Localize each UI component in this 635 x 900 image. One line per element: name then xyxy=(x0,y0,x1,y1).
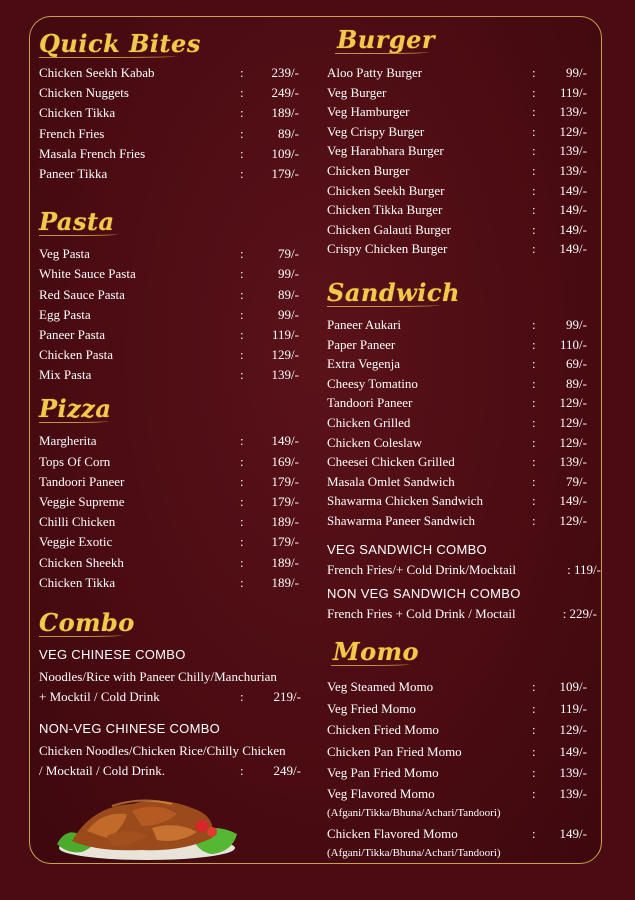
menu-item xyxy=(327,220,589,240)
nonveg-chinese-combo-price: 249/- xyxy=(273,762,301,778)
pasta-list xyxy=(39,244,301,385)
item-price: 149/- xyxy=(559,182,587,198)
nonveg-sandwich-combo-price: : 229/- xyxy=(562,606,597,622)
colon: : xyxy=(240,534,244,550)
item-price: 179/- xyxy=(271,473,299,489)
colon: : xyxy=(240,514,244,530)
item-name: Shawarma Paneer Sandwich xyxy=(327,512,476,528)
colon: : xyxy=(532,84,536,100)
item-name: French Fries xyxy=(39,125,105,141)
item-price: 149/- xyxy=(559,743,587,759)
colon: : xyxy=(532,826,536,842)
menu-item xyxy=(39,63,301,83)
colon: : xyxy=(532,182,536,198)
menu-item-chicken-flavored-momo xyxy=(327,823,589,844)
colon: : xyxy=(532,454,536,470)
momo-list xyxy=(327,676,589,783)
colon: : xyxy=(240,688,244,704)
item-name: Chicken Nuggets xyxy=(39,85,129,101)
sandwich-list xyxy=(327,315,589,531)
veg-sandwich-combo-line xyxy=(327,560,601,580)
colon: : xyxy=(532,679,536,695)
colon: : xyxy=(240,85,244,101)
item-name: Masala French Fries xyxy=(39,145,146,161)
item-price: 129/- xyxy=(559,395,587,411)
item-price: 129/- xyxy=(559,512,587,528)
veg-sandwich-combo-title: VEG SANDWICH COMBO xyxy=(327,542,487,558)
menu-item xyxy=(39,452,301,472)
menu-item xyxy=(39,472,301,492)
item-name: Chicken Sheekh xyxy=(39,554,124,570)
menu-item xyxy=(39,103,301,123)
item-name: Aloo Patty Burger xyxy=(327,65,423,80)
colon: : xyxy=(532,512,536,528)
menu-item xyxy=(39,144,301,164)
item-price: 99/- xyxy=(278,306,299,322)
veg-chinese-combo-line1: Noodles/Rice with Paneer Chilly/Manchurian xyxy=(39,668,277,684)
item-name: Veg Crispy Burger xyxy=(327,123,425,139)
veg-sandwich-combo-desc: French Fries/+ Cold Drink/Mocktail xyxy=(327,562,516,578)
menu-item xyxy=(327,413,589,433)
item-name: Chicken Fried Momo xyxy=(327,722,439,738)
nonveg-sandwich-combo-line xyxy=(327,604,597,624)
colon: : xyxy=(240,554,244,570)
item-price: 139/- xyxy=(559,162,587,178)
colon: : xyxy=(532,123,536,139)
menu-item xyxy=(39,365,301,385)
colon: : xyxy=(240,574,244,590)
colon: : xyxy=(240,125,244,141)
menu-item xyxy=(327,354,589,374)
sandwich-title: Sandwich xyxy=(327,277,460,307)
item-price: 149/- xyxy=(559,493,587,509)
colon: : xyxy=(532,786,536,802)
menu-item xyxy=(39,305,301,325)
item-name: Chicken Seekh Burger xyxy=(327,182,445,198)
item-price: 139/- xyxy=(271,367,299,383)
item-name: Veg Hamburger xyxy=(327,104,410,120)
menu-item xyxy=(39,492,301,512)
item-price: 89/- xyxy=(278,125,299,141)
menu-item xyxy=(327,102,589,122)
pizza-heading xyxy=(39,393,301,425)
colon: : xyxy=(532,241,536,257)
item-name: Shawarma Chicken Sandwich xyxy=(327,493,483,509)
nonveg-chinese-combo-line2 xyxy=(39,761,301,781)
menu-item xyxy=(327,741,589,762)
item-price: 239/- xyxy=(271,65,299,80)
pizza-list xyxy=(39,431,301,593)
item-name: Veg Fried Momo xyxy=(327,700,416,716)
item-name: Paper Paneer xyxy=(327,336,396,352)
item-price: 139/- xyxy=(559,454,587,470)
colon: : xyxy=(240,65,244,80)
item-name: Paneer Tikka xyxy=(39,165,108,181)
item-price: 179/- xyxy=(271,534,299,550)
item-price: 139/- xyxy=(559,765,587,781)
item-name: Crispy Chicken Burger xyxy=(327,241,448,257)
colon: : xyxy=(240,105,244,121)
item-price: 129/- xyxy=(559,414,587,430)
menu-item xyxy=(327,239,589,259)
veg-chinese-combo-line2 xyxy=(39,687,301,707)
item-price: 189/- xyxy=(271,105,299,121)
colon: : xyxy=(532,434,536,450)
nonveg-sandwich-combo-desc: French Fries + Cold Drink / Moctail xyxy=(327,606,516,622)
item-price: 109/- xyxy=(559,679,587,695)
item-name: Extra Vegenja xyxy=(327,356,401,372)
menu-item xyxy=(39,431,301,451)
colon: : xyxy=(532,143,536,159)
burger-heading xyxy=(327,24,589,56)
menu-item xyxy=(327,452,589,472)
item-name: Masala Omlet Sandwich xyxy=(327,473,455,489)
item-name: Veg Steamed Momo xyxy=(327,679,434,695)
item-name: Chicken Seekh Kabab xyxy=(39,65,155,80)
item-name: Chilli Chicken xyxy=(39,514,116,530)
chicken-flavored-momo-options: (Afgani/Tikka/Bhuna/Achari/Tandoori) xyxy=(327,847,501,860)
colon: : xyxy=(532,336,536,352)
item-name: Paneer Pasta xyxy=(39,326,106,342)
veg-chinese-combo-title: VEG CHINESE COMBO xyxy=(39,646,186,662)
item-price: 79/- xyxy=(566,473,587,489)
menu-item xyxy=(327,511,589,531)
menu-item xyxy=(327,181,589,201)
item-name: Chicken Flavored Momo xyxy=(327,826,458,842)
colon: : xyxy=(240,347,244,363)
item-price: 69/- xyxy=(566,356,587,372)
colon: : xyxy=(240,494,244,509)
item-name: Veg Pasta xyxy=(39,246,90,262)
colon: : xyxy=(532,700,536,716)
menu-item xyxy=(39,124,301,144)
item-name: Chicken Burger xyxy=(327,162,410,178)
item-price: 129/- xyxy=(559,722,587,738)
item-price: 149/- xyxy=(271,433,299,449)
item-price: 89/- xyxy=(278,286,299,302)
item-price: 149/- xyxy=(559,826,587,842)
menu-item xyxy=(39,325,301,345)
item-name: White Sauce Pasta xyxy=(39,266,136,282)
nonveg-sandwich-combo-title: NON VEG SANDWICH COMBO xyxy=(327,586,521,602)
veg-chinese-combo-price: 219/- xyxy=(273,688,301,704)
veg-chinese-combo-desc: + Mocktil / Cold Drink xyxy=(39,688,160,704)
item-name: Tandoori Paneer xyxy=(327,395,413,411)
item-price: 149/- xyxy=(559,221,587,237)
colon: : xyxy=(532,162,536,178)
colon: : xyxy=(240,326,244,342)
item-price: 149/- xyxy=(559,241,587,257)
item-name: Egg Pasta xyxy=(39,306,91,322)
colon: : xyxy=(240,246,244,262)
item-name: Chicken Tikka Burger xyxy=(327,202,443,218)
colon: : xyxy=(532,722,536,738)
colon: : xyxy=(532,375,536,391)
menu-item xyxy=(327,200,589,220)
quick-bites-heading xyxy=(39,28,301,60)
colon: : xyxy=(240,453,244,469)
colon: : xyxy=(532,473,536,489)
menu-item xyxy=(327,393,589,413)
menu-item xyxy=(327,63,589,83)
item-price: 169/- xyxy=(271,453,299,469)
item-price: 189/- xyxy=(271,554,299,570)
colon: : xyxy=(532,743,536,759)
menu-item xyxy=(39,264,301,284)
item-price: 179/- xyxy=(271,494,299,509)
item-price: 189/- xyxy=(271,514,299,530)
item-price: 99/- xyxy=(566,65,587,80)
item-name: Chicken Pan Fried Momo xyxy=(327,743,462,759)
item-price: 189/- xyxy=(271,574,299,590)
menu-item xyxy=(327,141,589,161)
colon: : xyxy=(240,762,244,778)
item-name: Veg Harabhara Burger xyxy=(327,143,444,159)
menu-item xyxy=(39,345,301,365)
colon: : xyxy=(532,414,536,430)
pasta-title: Pasta xyxy=(39,207,115,237)
item-name: Veggie Supreme xyxy=(39,494,125,509)
menu-item xyxy=(327,762,589,783)
menu-item xyxy=(327,472,589,492)
item-name: Veg Flavored Momo xyxy=(327,786,435,802)
nonveg-chinese-combo-title: NON-VEG CHINESE COMBO xyxy=(39,720,221,736)
momo-title: Momo xyxy=(333,637,419,667)
menu-item xyxy=(327,161,589,181)
item-price: 149/- xyxy=(559,202,587,218)
veg-sandwich-combo-price: : 119/- xyxy=(567,562,601,578)
colon: : xyxy=(240,433,244,449)
item-price: 129/- xyxy=(271,347,299,363)
menu-item xyxy=(39,285,301,305)
colon: : xyxy=(532,221,536,237)
colon: : xyxy=(532,202,536,218)
item-price: 139/- xyxy=(559,104,587,120)
item-price: 129/- xyxy=(559,434,587,450)
colon: : xyxy=(240,306,244,322)
colon: : xyxy=(240,473,244,489)
item-name: Chicken Coleslaw xyxy=(327,434,422,450)
menu-item xyxy=(327,83,589,103)
colon: : xyxy=(532,765,536,781)
pasta-heading xyxy=(39,206,301,238)
veg-flavored-momo-options: (Afgani/Tikka/Bhuna/Achari/Tandoori) xyxy=(327,807,501,820)
item-name: Chicken Tikka xyxy=(39,574,116,590)
menu-item xyxy=(39,553,301,573)
item-name: Cheesy Tomatino xyxy=(327,375,418,391)
left-column xyxy=(39,28,301,781)
pizza-title: Pizza xyxy=(39,394,112,424)
item-name: Margherita xyxy=(39,433,97,449)
item-price: 249/- xyxy=(271,85,299,101)
item-price: 79/- xyxy=(278,246,299,262)
menu-item xyxy=(39,244,301,264)
nonveg-chinese-combo-line1: Chicken Noodles/Chicken Rice/Chilly Chicken xyxy=(39,742,286,758)
item-name: Mix Pasta xyxy=(39,367,92,383)
item-price: 99/- xyxy=(278,266,299,282)
item-price: 139/- xyxy=(559,143,587,159)
item-name: Veg Pan Fried Momo xyxy=(327,765,439,781)
item-name: Cheesei Chicken Grilled xyxy=(327,454,455,470)
menu-item xyxy=(39,83,301,103)
item-price: 119/- xyxy=(272,326,299,342)
item-price: 99/- xyxy=(566,316,587,332)
item-name: Red Sauce Pasta xyxy=(39,286,125,302)
menu-item-veg-flavored-momo xyxy=(327,783,589,804)
burger-title: Burger xyxy=(337,25,436,54)
menu-item xyxy=(39,532,301,552)
item-price: 119/- xyxy=(560,84,587,100)
colon: : xyxy=(240,286,244,302)
colon: : xyxy=(532,395,536,411)
item-name: Veggie Exotic xyxy=(39,534,113,550)
menu-item xyxy=(39,164,301,184)
item-name: Paneer Aukari xyxy=(327,316,402,332)
item-name: Chicken Pasta xyxy=(39,347,114,363)
item-price: 139/- xyxy=(559,786,587,802)
item-price: 129/- xyxy=(559,123,587,139)
quick-bites-list xyxy=(39,63,301,184)
colon: : xyxy=(240,145,244,161)
item-name: Tandoori Paneer xyxy=(39,473,125,489)
colon: : xyxy=(532,356,536,372)
item-price: 89/- xyxy=(566,375,587,391)
colon: : xyxy=(240,367,244,383)
right-column xyxy=(327,24,601,863)
colon: : xyxy=(532,65,536,80)
menu-item xyxy=(327,719,589,740)
combo-title: Combo xyxy=(39,607,135,637)
colon: : xyxy=(532,104,536,120)
menu-item xyxy=(327,374,589,394)
colon: : xyxy=(532,316,536,332)
item-name: Tops Of Corn xyxy=(39,453,111,469)
burger-list xyxy=(327,63,589,259)
item-price: 179/- xyxy=(271,165,299,181)
item-price: 110/- xyxy=(560,336,587,352)
menu-item xyxy=(327,698,589,719)
combo-heading xyxy=(39,607,301,639)
item-name: Chicken Galauti Burger xyxy=(327,221,451,237)
item-name: Chicken Grilled xyxy=(327,414,411,430)
item-name: Veg Burger xyxy=(327,84,387,100)
item-name: Chicken Tikka xyxy=(39,105,116,121)
fried-chicken-plate-image xyxy=(52,786,242,862)
menu-item xyxy=(327,491,589,511)
colon: : xyxy=(240,266,244,282)
menu-item xyxy=(327,676,589,697)
menu-item xyxy=(39,573,301,593)
item-price: 119/- xyxy=(560,700,587,716)
menu-item xyxy=(327,315,589,335)
menu-item xyxy=(327,122,589,142)
item-price: 109/- xyxy=(271,145,299,161)
nonveg-chinese-combo-desc: / Mocktail / Cold Drink. xyxy=(39,762,166,778)
colon: : xyxy=(240,165,244,181)
menu-item xyxy=(39,512,301,532)
sandwich-heading xyxy=(327,277,589,309)
quick-bites-title: Quick Bites xyxy=(39,29,201,58)
colon: : xyxy=(532,493,536,509)
menu-item xyxy=(327,335,589,355)
momo-heading xyxy=(327,636,589,668)
menu-item xyxy=(327,433,589,453)
